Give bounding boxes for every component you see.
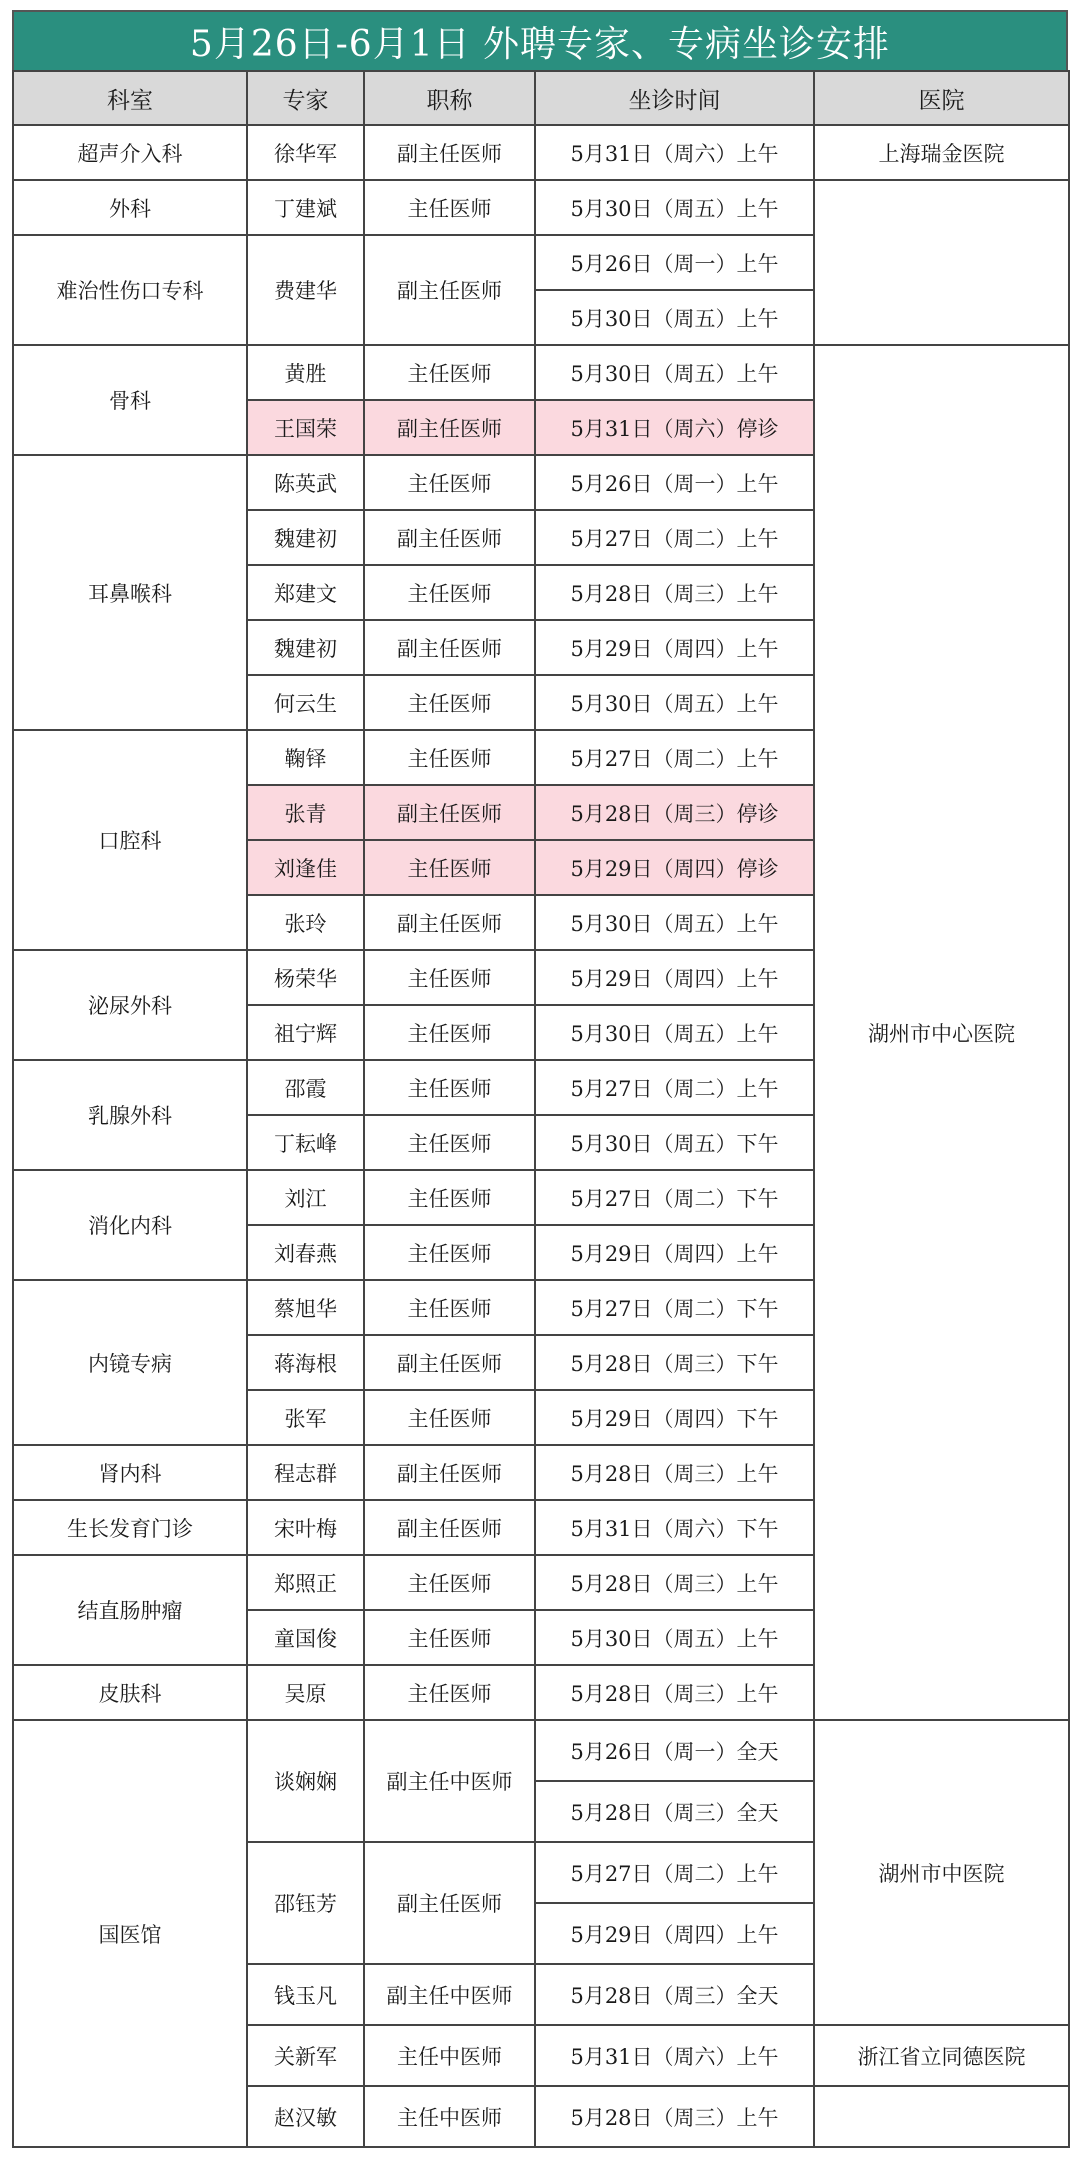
title-cell: 副主任中医师	[364, 1964, 535, 2025]
dept-cell: 骨科	[13, 345, 247, 455]
expert-cell: 谈娴娴	[247, 1720, 364, 1842]
title-cell: 副主任医师	[364, 1445, 535, 1500]
table-row	[13, 345, 1069, 400]
hospital-cell: 湖州市中心医院	[814, 345, 1069, 1720]
title-cell: 主任医师	[364, 1610, 535, 1665]
hospital-cell: 浙江省立同德医院	[814, 2025, 1069, 2086]
title-cell: 主任医师	[364, 1280, 535, 1335]
expert-cell: 杨荣华	[247, 950, 364, 1005]
dept-cell: 肾内科	[13, 1445, 247, 1500]
title-cell: 副主任医师	[364, 125, 535, 180]
time-cell: 5月27日（周二）下午	[535, 1170, 814, 1225]
time-cell: 5月28日（周三）上午	[535, 1555, 814, 1610]
expert-cell: 刘逢佳	[247, 840, 364, 895]
dept-cell: 乳腺外科	[13, 1060, 247, 1170]
expert-cell: 张玲	[247, 895, 364, 950]
expert-cell: 蒋海根	[247, 1335, 364, 1390]
header-title: 职称	[364, 71, 535, 125]
time-cell: 5月28日（周三）上午	[535, 565, 814, 620]
expert-cell: 费建华	[247, 235, 364, 345]
title-cell: 主任医师	[364, 950, 535, 1005]
time-cell: 5月30日（周五）上午	[535, 1610, 814, 1665]
title-cell: 副主任医师	[364, 1842, 535, 1964]
title-cell: 主任医师	[364, 345, 535, 400]
dept-cell: 超声介入科	[13, 125, 247, 180]
expert-cell: 丁耘峰	[247, 1115, 364, 1170]
time-cell: 5月27日（周二）上午	[535, 1060, 814, 1115]
schedule-table	[12, 70, 1070, 2148]
expert-cell: 鞠铎	[247, 730, 364, 785]
expert-cell: 陈英武	[247, 455, 364, 510]
time-cell: 5月29日（周四）上午	[535, 1225, 814, 1280]
dept-cell: 耳鼻喉科	[13, 455, 247, 730]
expert-cell: 徐华军	[247, 125, 364, 180]
time-cell: 5月30日（周五）下午	[535, 1115, 814, 1170]
time-cell: 5月30日（周五）上午	[535, 345, 814, 400]
title-cell: 副主任医师	[364, 620, 535, 675]
header-expert: 专家	[247, 71, 364, 125]
title-cell: 副主任医师	[364, 235, 535, 345]
dept-cell: 外科	[13, 180, 247, 235]
title-cell: 主任医师	[364, 1390, 535, 1445]
expert-cell: 宋叶梅	[247, 1500, 364, 1555]
hospital-cell: 湖州市中医院	[814, 1720, 1069, 2025]
dept-cell: 国医馆	[13, 1720, 247, 2147]
expert-cell: 钱玉凡	[247, 1964, 364, 2025]
expert-cell: 魏建初	[247, 620, 364, 675]
time-cell: 5月28日（周三）全天	[535, 1781, 814, 1842]
expert-cell: 刘春燕	[247, 1225, 364, 1280]
page-title: 5月26日-6月1日 外聘专家、专病坐诊安排	[12, 10, 1068, 70]
time-cell: 5月29日（周四）上午	[535, 950, 814, 1005]
title-cell: 副主任医师	[364, 785, 535, 840]
title-cell: 主任医师	[364, 455, 535, 510]
expert-cell: 何云生	[247, 675, 364, 730]
expert-cell: 赵汉敏	[247, 2086, 364, 2147]
title-cell: 副主任中医师	[364, 1720, 535, 1842]
expert-cell: 关新军	[247, 2025, 364, 2086]
time-cell: 5月27日（周二）上午	[535, 730, 814, 785]
time-cell: 5月27日（周二）下午	[535, 1280, 814, 1335]
time-cell: 5月26日（周一）上午	[535, 235, 814, 290]
table-row	[13, 1720, 1069, 1781]
expert-cell: 张青	[247, 785, 364, 840]
dept-cell: 生长发育门诊	[13, 1500, 247, 1555]
title-cell: 主任医师	[364, 675, 535, 730]
time-cell: 5月28日（周三）上午	[535, 1445, 814, 1500]
time-cell: 5月29日（周四）停诊	[535, 840, 814, 895]
expert-cell: 邵霞	[247, 1060, 364, 1115]
time-cell: 5月31日（周六）上午	[535, 125, 814, 180]
dept-cell: 内镜专病	[13, 1280, 247, 1445]
table-header-row	[13, 71, 1069, 125]
time-cell: 5月30日（周五）上午	[535, 675, 814, 730]
time-cell: 5月28日（周三）停诊	[535, 785, 814, 840]
time-cell: 5月28日（周三）上午	[535, 1665, 814, 1720]
time-cell: 5月27日（周二）上午	[535, 1842, 814, 1903]
header-time: 坐诊时间	[535, 71, 814, 125]
time-cell: 5月30日（周五）上午	[535, 1005, 814, 1060]
expert-cell: 蔡旭华	[247, 1280, 364, 1335]
time-cell: 5月30日（周五）上午	[535, 180, 814, 235]
hospital-cell: 上海瑞金医院	[814, 125, 1069, 180]
expert-cell: 吴原	[247, 1665, 364, 1720]
table-row	[13, 125, 1069, 180]
time-cell: 5月28日（周三）全天	[535, 1964, 814, 2025]
title-cell: 主任医师	[364, 840, 535, 895]
title-cell: 主任医师	[364, 565, 535, 620]
dept-cell: 口腔科	[13, 730, 247, 950]
expert-cell: 郑建文	[247, 565, 364, 620]
time-cell: 5月30日（周五）上午	[535, 895, 814, 950]
title-cell: 主任医师	[364, 1555, 535, 1610]
hospital-cell	[814, 2086, 1069, 2147]
expert-cell: 丁建斌	[247, 180, 364, 235]
dept-cell: 皮肤科	[13, 1665, 247, 1720]
title-cell: 主任中医师	[364, 2086, 535, 2147]
time-cell: 5月31日（周六）停诊	[535, 400, 814, 455]
expert-cell: 童国俊	[247, 1610, 364, 1665]
time-cell: 5月30日（周五）上午	[535, 290, 814, 345]
dept-cell: 难治性伤口专科	[13, 235, 247, 345]
title-cell: 主任医师	[364, 1665, 535, 1720]
title-cell: 主任医师	[364, 1060, 535, 1115]
time-cell: 5月29日（周四）下午	[535, 1390, 814, 1445]
title-cell: 主任医师	[364, 1005, 535, 1060]
time-cell: 5月26日（周一）上午	[535, 455, 814, 510]
dept-cell: 结直肠肿瘤	[13, 1555, 247, 1665]
title-cell: 主任中医师	[364, 2025, 535, 2086]
title-cell: 副主任医师	[364, 400, 535, 455]
time-cell: 5月26日（周一）全天	[535, 1720, 814, 1781]
expert-cell: 张军	[247, 1390, 364, 1445]
hospital-cell	[814, 180, 1069, 345]
time-cell: 5月29日（周四）上午	[535, 620, 814, 675]
expert-cell: 王国荣	[247, 400, 364, 455]
title-cell: 副主任医师	[364, 1335, 535, 1390]
title-cell: 主任医师	[364, 180, 535, 235]
title-cell: 主任医师	[364, 1115, 535, 1170]
time-cell: 5月28日（周三）上午	[535, 2086, 814, 2147]
expert-cell: 黄胜	[247, 345, 364, 400]
dept-cell: 消化内科	[13, 1170, 247, 1280]
title-cell: 副主任医师	[364, 510, 535, 565]
header-hospital: 医院	[814, 71, 1069, 125]
dept-cell: 泌尿外科	[13, 950, 247, 1060]
time-cell: 5月28日（周三）下午	[535, 1335, 814, 1390]
title-cell: 副主任医师	[364, 895, 535, 950]
expert-cell: 刘江	[247, 1170, 364, 1225]
expert-cell: 邵钰芳	[247, 1842, 364, 1964]
expert-cell: 程志群	[247, 1445, 364, 1500]
table-row	[13, 180, 1069, 235]
time-cell: 5月31日（周六）下午	[535, 1500, 814, 1555]
time-cell: 5月31日（周六）上午	[535, 2025, 814, 2086]
time-cell: 5月27日（周二）上午	[535, 510, 814, 565]
header-dept: 科室	[13, 71, 247, 125]
expert-cell: 郑照正	[247, 1555, 364, 1610]
expert-cell: 祖宁辉	[247, 1005, 364, 1060]
title-cell: 副主任医师	[364, 1500, 535, 1555]
title-cell: 主任医师	[364, 730, 535, 785]
title-cell: 主任医师	[364, 1225, 535, 1280]
time-cell: 5月29日（周四）上午	[535, 1903, 814, 1964]
expert-cell: 魏建初	[247, 510, 364, 565]
title-cell: 主任医师	[364, 1170, 535, 1225]
